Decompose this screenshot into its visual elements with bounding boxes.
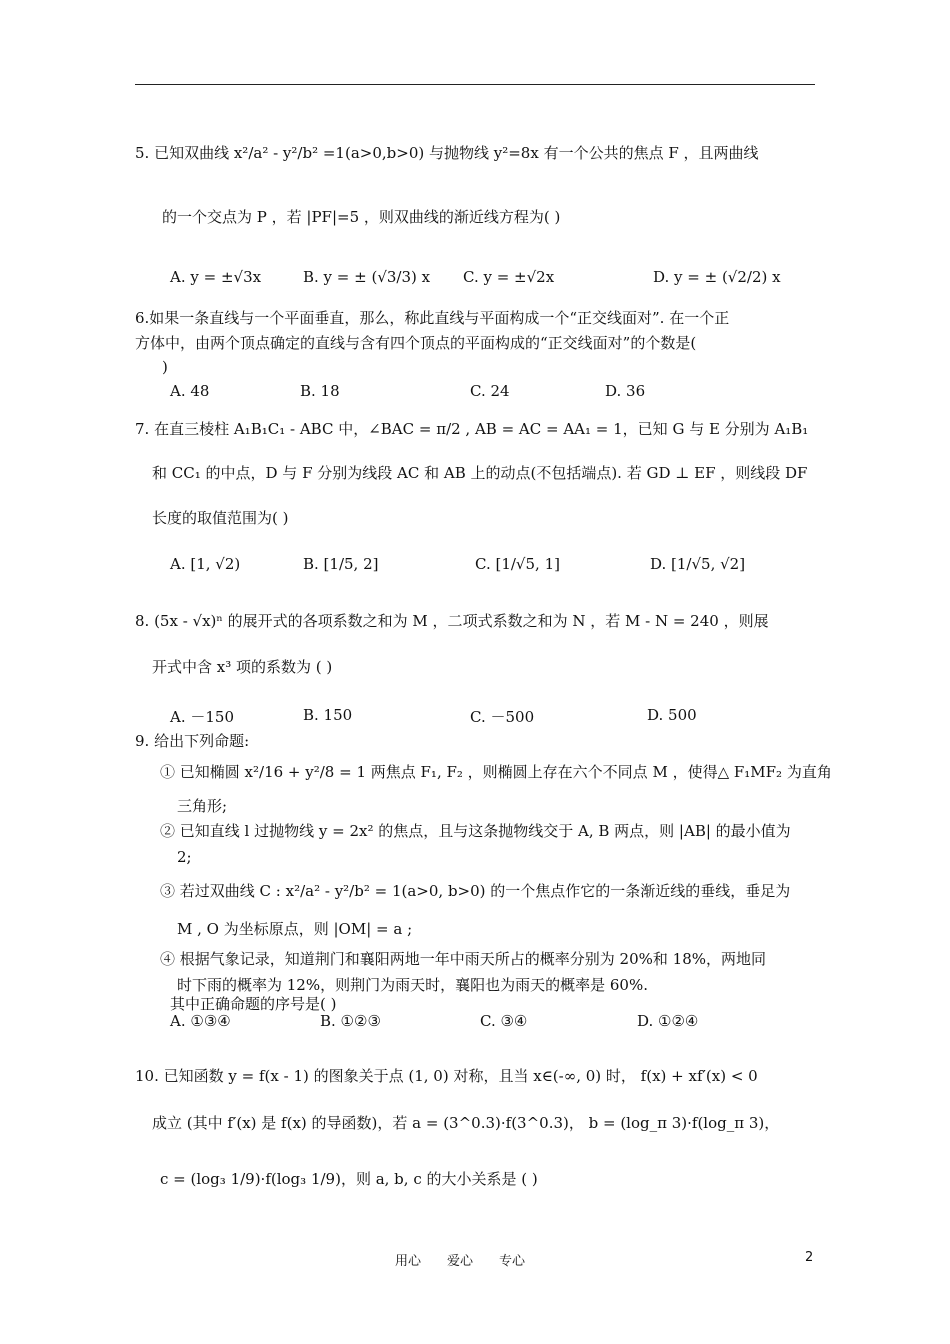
page-number: 2	[805, 1250, 814, 1265]
q5-line1: 5. 已知双曲线 x²/a² - y²/b² =1(a>0,b>0) 与抛物线 y²=8x 有一个公共的焦点 F ，且两曲线	[135, 144, 759, 162]
q9-proposition-1a: ① 已知椭圆 x²/16 + y²/8 = 1 两焦点 F₁, F₂ ，则椭圆上存在六个不同点 M ，使得△ F₁MF₂ 为直角	[160, 763, 832, 781]
q9-proposition-2a: ② 已知直线 l 过抛物线 y = 2x² 的焦点，且与这条抛物线交于 A, B 两点，则 |AB| 的最小值为	[160, 822, 791, 840]
q10-line2: 成立 (其中 f′(x) 是 f(x) 的导函数)，若 a = (3^0.3)·f(3^0.3)， b = (log_π 3)·f(log_π 3)，	[152, 1114, 780, 1132]
q5-option-b: B. y = ± (√3/3) x	[303, 268, 431, 286]
q8-line2: 开式中含 x³ 项的系数为 ( )	[152, 658, 333, 676]
q9-heading: 9. 给出下列命题:	[135, 732, 250, 750]
q8-option-d: D. 500	[647, 706, 697, 724]
q9-proposition-2b: 2;	[177, 848, 192, 866]
q6-option-c: C. 24	[470, 382, 510, 400]
q7-option-b: B. [1/5, 2]	[303, 555, 379, 573]
q6-option-a: A. 48	[170, 382, 210, 400]
q9-option-b: B. ①②③	[320, 1012, 381, 1030]
q10-line1: 10. 已知函数 y = f(x - 1) 的图象关于点 (1, 0) 对称，且当 x∈(-∞, 0) 时， f(x) + xf′(x) < 0	[135, 1067, 758, 1085]
q8-option-a: A. －150	[170, 708, 234, 726]
q9-proposition-3a: ③ 若过双曲线 C : x²/a² - y²/b² = 1(a>0, b>0) 的一个焦点作它的一条渐近线的垂线，垂足为	[160, 882, 791, 900]
q6-line3: )	[162, 358, 168, 376]
q5-option-a: A. y = ±√3x	[170, 268, 262, 286]
q6-option-d: D. 36	[605, 382, 646, 400]
q6-option-b: B. 18	[300, 382, 340, 400]
q7-option-c: C. [1/√5, 1]	[475, 555, 560, 573]
q7-option-d: D. [1/√5, √2]	[650, 555, 746, 573]
q5-option-d: D. y = ± (√2/2) x	[653, 268, 781, 286]
q7-line2: 和 CC₁ 的中点，D 与 F 分别为线段 AC 和 AB 上的动点(不包括端点). 若 GD ⊥ EF ，则线段 DF	[152, 464, 808, 482]
q7-line1: 7. 在直三棱柱 A₁B₁C₁ - ABC 中，∠BAC = π/2 , AB = AC = AA₁ = 1，已知 G 与 E 分别为 A₁B₁	[135, 420, 809, 438]
q9-proposition-4b: 时下雨的概率为 12%，则荆门为雨天时，襄阳也为雨天的概率是 60%.	[177, 976, 648, 994]
q9-option-a: A. ①③④	[170, 1012, 231, 1030]
q9-proposition-4a: ④ 根据气象记录，知道荆门和襄阳两地一年中雨天所占的概率分别为 20%和 18%，两地同	[160, 950, 766, 968]
q9-option-c: C. ③④	[480, 1012, 528, 1030]
q8-line1: 8. (5x - √x)ⁿ 的展开式的各项系数之和为 M ，二项式系数之和为 N ，若 M - N = 240 ，则展	[135, 612, 769, 630]
q5-line2: 的一个交点为 P ，若 |PF|=5 ，则双曲线的渐近线方程为( )	[162, 208, 561, 226]
footer-slogan: 用心 爱心 专心	[395, 1254, 526, 1269]
header-rule	[135, 84, 815, 85]
q9-question: 其中正确命题的序号是( )	[170, 995, 337, 1013]
q7-line3: 长度的取值范围为( )	[152, 509, 289, 527]
q9-option-d: D. ①②④	[637, 1012, 699, 1030]
q8-option-b: B. 150	[303, 706, 353, 724]
q9-proposition-3b: M , O 为坐标原点，则 |OM| = a ;	[177, 920, 413, 938]
q6-line1: 6.如果一条直线与一个平面垂直，那么，称此直线与平面构成一个“正交线面对”. 在一个正	[135, 309, 730, 327]
q8-option-c: C. －500	[470, 708, 535, 726]
q10-line3: c = (log₃ 1/9)·f(log₃ 1/9)，则 a, b, c 的大小关系是 ( )	[160, 1170, 538, 1188]
q7-option-a: A. [1, √2)	[170, 555, 241, 573]
q5-option-c: C. y = ±√2x	[463, 268, 555, 286]
q9-proposition-1b: 三角形;	[177, 797, 228, 815]
q6-line2: 方体中，由两个顶点确定的直线与含有四个顶点的平面构成的“正交线面对”的个数是(	[135, 334, 697, 352]
